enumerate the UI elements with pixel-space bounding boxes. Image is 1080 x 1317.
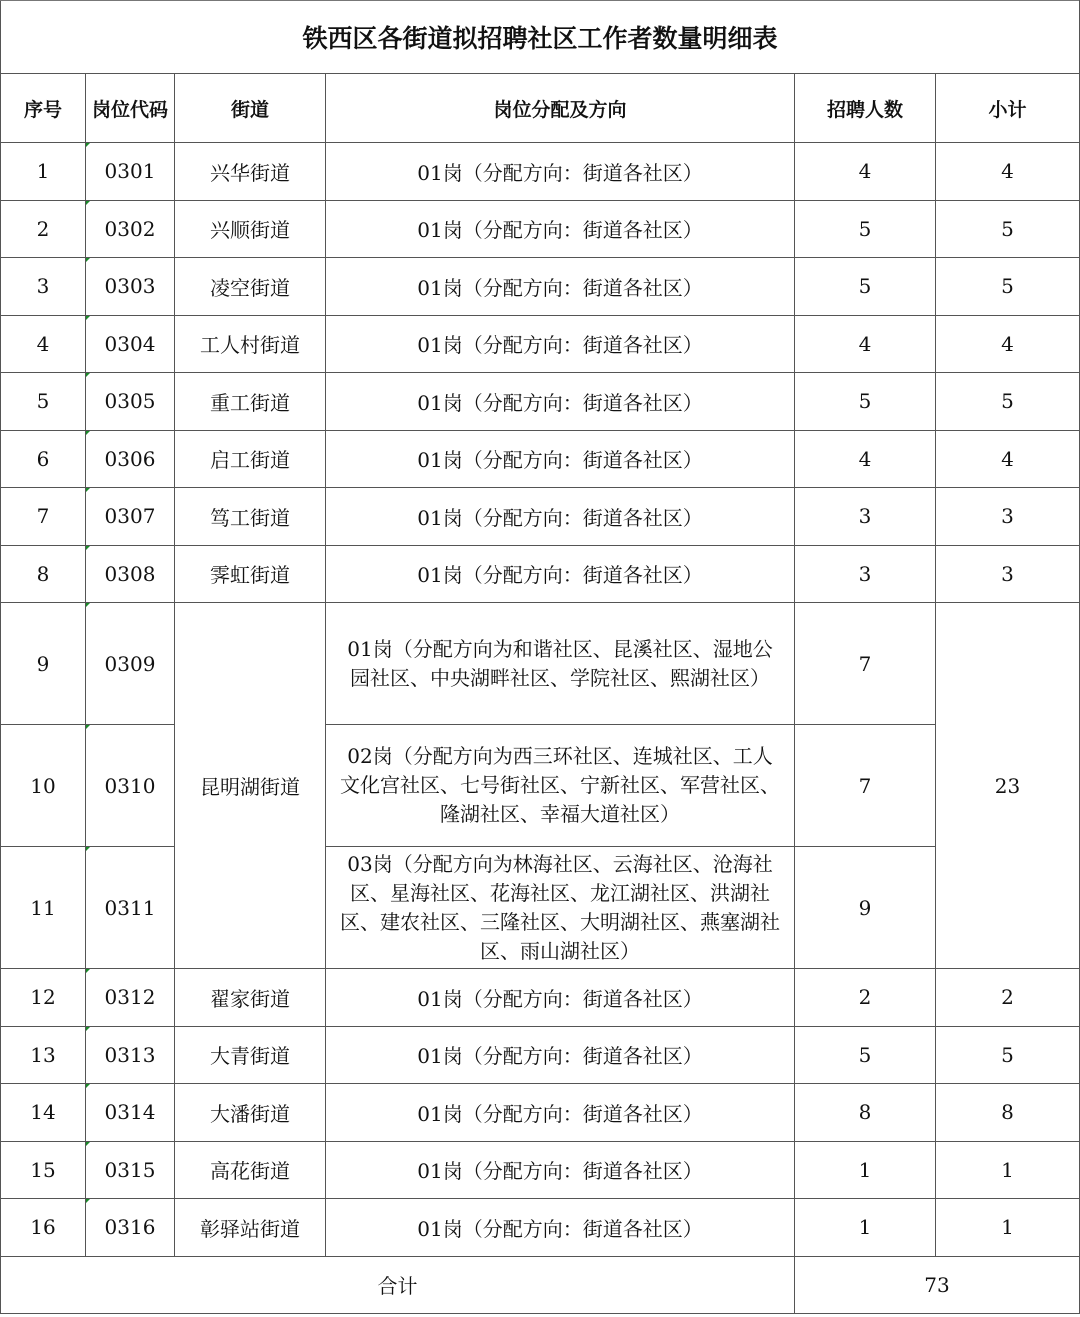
code-cell: 0312: [86, 969, 175, 1027]
total-value: 73: [795, 1256, 1080, 1313]
code-cell: 0303: [86, 258, 175, 316]
code-cell: 0301: [86, 143, 175, 201]
count-cell: 1: [795, 1141, 936, 1199]
seq-cell: 10: [1, 725, 86, 847]
seq-cell: 14: [1, 1084, 86, 1142]
count-cell: 7: [795, 725, 936, 847]
total-row: [1, 1256, 1080, 1313]
count-cell: 5: [795, 258, 936, 316]
table-row: [1, 1084, 1080, 1142]
subtotal-cell: 1: [936, 1141, 1080, 1199]
direction-cell: 01岗（分配方向：街道各社区）: [326, 1199, 795, 1257]
street-cell: 霁虹街道: [175, 545, 326, 603]
table-row: [1, 725, 1080, 847]
seq-cell: 13: [1, 1026, 86, 1084]
code-cell: 0305: [86, 373, 175, 431]
table-row: [1, 603, 1080, 725]
street-cell: 笃工街道: [175, 488, 326, 546]
code-cell: 0311: [86, 847, 175, 969]
direction-cell: 01岗（分配方向：街道各社区）: [326, 143, 795, 201]
seq-cell: 7: [1, 488, 86, 546]
table-row: [1, 847, 1080, 969]
direction-cell: 01岗（分配方向：街道各社区）: [326, 545, 795, 603]
code-cell: 0316: [86, 1199, 175, 1257]
subtotal-cell: 5: [936, 373, 1080, 431]
code-cell: 0308: [86, 545, 175, 603]
code-cell: 0310: [86, 725, 175, 847]
header-code: 岗位代码: [86, 74, 175, 143]
street-cell: 凌空街道: [175, 258, 326, 316]
code-cell: 0306: [86, 430, 175, 488]
street-cell: 兴顺街道: [175, 200, 326, 258]
subtotal-cell: 1: [936, 1199, 1080, 1257]
table-title: 铁西区各街道拟招聘社区工作者数量明细表: [1, 1, 1080, 74]
table-row: [1, 315, 1080, 373]
count-cell: 2: [795, 969, 936, 1027]
direction-cell: 01岗（分配方向：街道各社区）: [326, 200, 795, 258]
table-row: [1, 1026, 1080, 1084]
count-cell: 4: [795, 143, 936, 201]
count-cell: 4: [795, 315, 936, 373]
table-row: [1, 545, 1080, 603]
subtotal-cell: 5: [936, 258, 1080, 316]
count-cell: 5: [795, 200, 936, 258]
table-row: [1, 488, 1080, 546]
header-subtotal: 小计: [936, 74, 1080, 143]
street-cell: 启工街道: [175, 430, 326, 488]
subtotal-cell: 8: [936, 1084, 1080, 1142]
code-cell: 0304: [86, 315, 175, 373]
street-cell: 兴华街道: [175, 143, 326, 201]
direction-cell: 01岗（分配方向：街道各社区）: [326, 430, 795, 488]
table-row: [1, 373, 1080, 431]
code-cell: 0313: [86, 1026, 175, 1084]
seq-cell: 8: [1, 545, 86, 603]
street-cell: 工人村街道: [175, 315, 326, 373]
subtotal-cell: 2: [936, 969, 1080, 1027]
table-row: [1, 258, 1080, 316]
seq-cell: 16: [1, 1199, 86, 1257]
count-cell: 5: [795, 373, 936, 431]
street-cell: 大潘街道: [175, 1084, 326, 1142]
direction-cell: 01岗（分配方向：街道各社区）: [326, 1141, 795, 1199]
direction-cell: 01岗（分配方向：街道各社区）: [326, 969, 795, 1027]
subtotal-cell: 4: [936, 430, 1080, 488]
direction-cell: 01岗（分配方向：街道各社区）: [326, 373, 795, 431]
count-cell: 5: [795, 1026, 936, 1084]
direction-cell: 03岗（分配方向为林海社区、云海社区、沧海社区、星海社区、花海社区、龙江湖社区、洪湖社区、建农社区、三隆社区、大明湖社区、燕塞湖社区、雨山湖社区）: [326, 847, 795, 969]
seq-cell: 15: [1, 1141, 86, 1199]
subtotal-cell: 5: [936, 1026, 1080, 1084]
street-cell: 重工街道: [175, 373, 326, 431]
direction-cell: 01岗（分配方向：街道各社区）: [326, 315, 795, 373]
code-cell: 0309: [86, 603, 175, 725]
subtotal-cell: 4: [936, 143, 1080, 201]
subtotal-cell: 3: [936, 488, 1080, 546]
count-cell: 8: [795, 1084, 936, 1142]
code-cell: 0315: [86, 1141, 175, 1199]
header-row: [1, 74, 1080, 143]
street-cell: 翟家街道: [175, 969, 326, 1027]
seq-cell: 1: [1, 143, 86, 201]
header-street: 街道: [175, 74, 326, 143]
count-cell: 9: [795, 847, 936, 969]
count-cell: 3: [795, 488, 936, 546]
total-label: 合计: [1, 1256, 795, 1313]
street-cell: 大青街道: [175, 1026, 326, 1084]
direction-cell: 01岗（分配方向：街道各社区）: [326, 488, 795, 546]
table-row: [1, 143, 1080, 201]
direction-cell: 01岗（分配方向为和谐社区、昆溪社区、湿地公园社区、中央湖畔社区、学院社区、熙湖社区）: [326, 603, 795, 725]
table-row: [1, 1199, 1080, 1257]
seq-cell: 4: [1, 315, 86, 373]
subtotal-cell: 5: [936, 200, 1080, 258]
table-row: [1, 969, 1080, 1027]
count-cell: 1: [795, 1199, 936, 1257]
direction-cell: 02岗（分配方向为西三环社区、连城社区、工人文化宫社区、七号街社区、宁新社区、军营社区、隆湖社区、幸福大道社区）: [326, 725, 795, 847]
seq-cell: 5: [1, 373, 86, 431]
subtotal-cell: 3: [936, 545, 1080, 603]
count-cell: 3: [795, 545, 936, 603]
count-cell: 7: [795, 603, 936, 725]
seq-cell: 9: [1, 603, 86, 725]
seq-cell: 2: [1, 200, 86, 258]
direction-cell: 01岗（分配方向：街道各社区）: [326, 1026, 795, 1084]
subtotal-cell-merged: 23: [936, 603, 1080, 969]
seq-cell: 12: [1, 969, 86, 1027]
header-seq: 序号: [1, 74, 86, 143]
seq-cell: 11: [1, 847, 86, 969]
street-cell: 高花街道: [175, 1141, 326, 1199]
code-cell: 0307: [86, 488, 175, 546]
street-cell-merged: 昆明湖街道: [175, 603, 326, 969]
seq-cell: 6: [1, 430, 86, 488]
street-cell: 彰驿站街道: [175, 1199, 326, 1257]
code-cell: 0314: [86, 1084, 175, 1142]
count-cell: 4: [795, 430, 936, 488]
direction-cell: 01岗（分配方向：街道各社区）: [326, 1084, 795, 1142]
table-row: [1, 200, 1080, 258]
table-row: [1, 430, 1080, 488]
code-cell: 0302: [86, 200, 175, 258]
header-direction: 岗位分配及方向: [326, 74, 795, 143]
subtotal-cell: 4: [936, 315, 1080, 373]
header-count: 招聘人数: [795, 74, 936, 143]
direction-cell: 01岗（分配方向：街道各社区）: [326, 258, 795, 316]
seq-cell: 3: [1, 258, 86, 316]
table-row: [1, 1141, 1080, 1199]
